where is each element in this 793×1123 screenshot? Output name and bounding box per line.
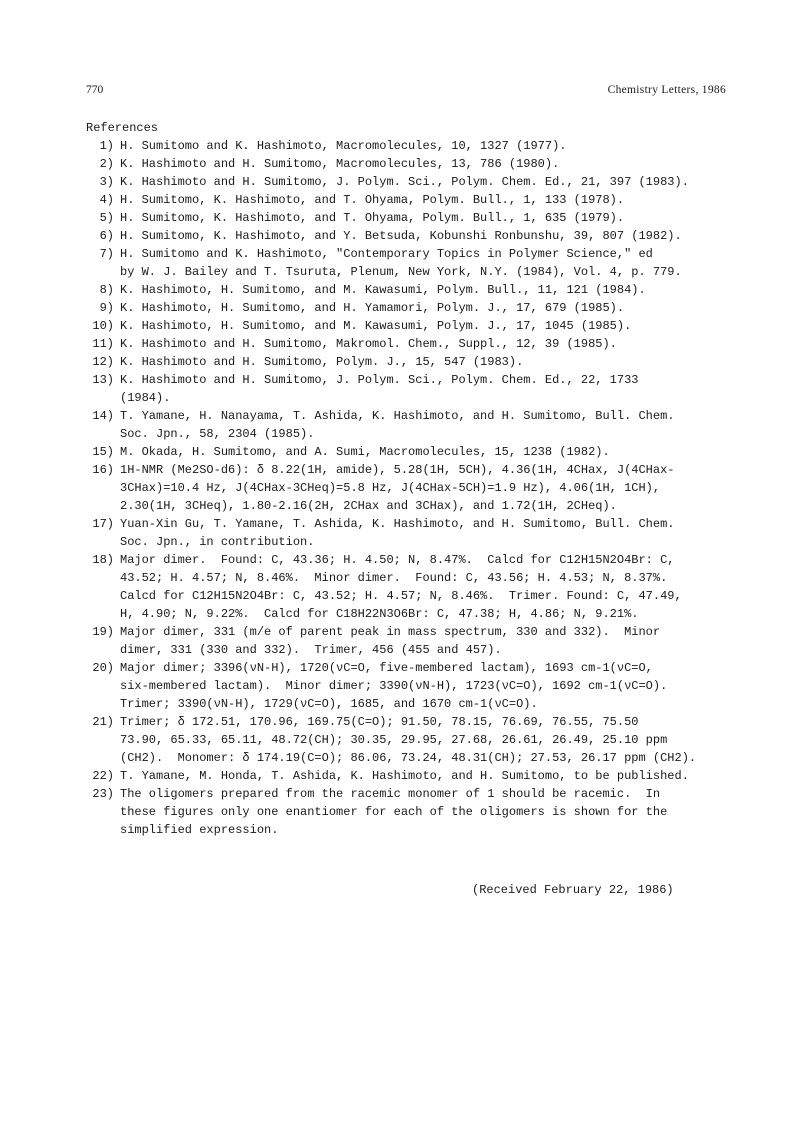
reference-number: 17) [92,517,114,531]
reference-text [120,785,736,839]
reference-line: 3CHax)=10.4 Hz, J(4CHax-3CHeq)=5.8 Hz, J(4CHax-5CH)=1.9 Hz), 4.06(1H, 1CH), [120,481,661,495]
reference-line: these figures only one enantiomer for each of the oligomers is shown for the [120,805,668,819]
reference-line: H. Sumitomo and K. Hashimoto, Macromolecules, 10, 1327 (1977). [120,139,567,153]
reference-text [120,155,736,173]
reference-text [120,713,736,767]
reference-item [86,623,736,659]
reference-line: 73.90, 65.33, 65.11, 48.72(CH); 30.35, 29.95, 27.68, 26.61, 26.49, 25.10 ppm [120,733,668,747]
reference-item [86,245,736,281]
reference-number: 5) [99,211,114,225]
reference-line: K. Hashimoto, H. Sumitomo, and H. Yamamori, Polym. J., 17, 679 (1985). [120,301,625,315]
reference-item [86,173,736,191]
reference-line: H. Sumitomo and K. Hashimoto, "Contemporary Topics in Polymer Science," ed [120,247,653,261]
reference-item [86,785,736,839]
reference-text [120,299,736,317]
reference-item [86,551,736,623]
reference-number: 19) [92,625,114,639]
reference-text [120,353,736,371]
reference-line: 2.30(1H, 3CHeq), 1.80-2.16(2H, 2CHax and 3CHax), and 1.72(1H, 2CHeq). [120,499,617,513]
reference-number: 8) [99,283,114,297]
reference-number: 13) [92,373,114,387]
journal-title: Chemistry Letters, 1986 [607,84,726,96]
reference-line: K. Hashimoto and H. Sumitomo, Macromolecules, 13, 786 (1980). [120,157,560,171]
reference-number: 9) [99,301,114,315]
reference-text [120,173,736,191]
reference-line: K. Hashimoto and H. Sumitomo, J. Polym. Sci., Polym. Chem. Ed., 22, 1733 [120,373,639,387]
reference-line: K. Hashimoto and H. Sumitomo, Polym. J., 15, 547 (1983). [120,355,524,369]
reference-item [86,317,736,335]
reference-line: H. Sumitomo, K. Hashimoto, and T. Ohyama, Polym. Bull., 1, 133 (1978). [120,193,625,207]
reference-line: by W. J. Bailey and T. Tsuruta, Plenum, New York, N.Y. (1984), Vol. 4, p. 779. [120,265,682,279]
reference-line: M. Okada, H. Sumitomo, and A. Sumi, Macromolecules, 15, 1238 (1982). [120,445,610,459]
reference-number: 23) [92,787,114,801]
reference-item [86,515,736,551]
reference-item [86,155,736,173]
reference-text [120,623,736,659]
reference-number: 1) [99,139,114,153]
reference-line: K. Hashimoto and H. Sumitomo, J. Polym. Sci., Polym. Chem. Ed., 21, 397 (1983). [120,175,689,189]
reference-item [86,713,736,767]
received-date: (Received February 22, 1986) [472,883,674,897]
reference-number: 16) [92,463,114,477]
reference-item [86,407,736,443]
reference-number: 14) [92,409,114,423]
reference-line: Yuan-Xin Gu, T. Yamane, T. Ashida, K. Hashimoto, and H. Sumitomo, Bull. Chem. [120,517,675,531]
reference-line: Soc. Jpn., 58, 2304 (1985). [120,427,315,441]
reference-line: K. Hashimoto and H. Sumitomo, Makromol. Chem., Suppl., 12, 39 (1985). [120,337,617,351]
reference-item [86,767,736,785]
reference-number: 2) [99,157,114,171]
reference-line: The oligomers prepared from the racemic monomer of 1 should be racemic. In [120,787,661,801]
reference-line: Major dimer; 3396(νN-H), 1720(νC=O, five-membered lactam), 1693 cm-1(νC=O, [120,661,653,675]
reference-number: 20) [92,661,114,675]
references-section [86,119,736,839]
reference-item [86,209,736,227]
references-heading: References [86,121,159,135]
reference-text [120,443,736,461]
reference-line: Trimer; δ 172.51, 170.96, 169.75(C=O); 91.50, 78.15, 76.69, 76.55, 75.50 [120,715,639,729]
reference-item [86,353,736,371]
reference-line: K. Hashimoto, H. Sumitomo, and M. Kawasumi, Polym. J., 17, 1045 (1985). [120,319,632,333]
reference-number: 18) [92,553,114,567]
reference-text [120,335,736,353]
reference-line: simplified expression. [120,823,279,837]
reference-line: Major dimer. Found: C, 43.36; H. 4.50; N, 8.47%. Calcd for C12H15N2O4Br: C, [120,553,675,567]
reference-line: (1984). [120,391,171,405]
reference-text [120,371,736,407]
reference-number: 3) [99,175,114,189]
reference-number: 15) [92,445,114,459]
reference-line: 43.52; H. 4.57; N, 8.46%. Minor dimer. Found: C, 43.56; H. 4.53; N, 8.37%. [120,571,668,585]
reference-line: H, 4.90; N, 9.22%. Calcd for C18H22N3O6Br: C, 47.38; H, 4.86; N, 9.21%. [120,607,639,621]
reference-text [120,281,736,299]
reference-number: 22) [92,769,114,783]
reference-number: 12) [92,355,114,369]
reference-item [86,443,736,461]
reference-text [120,227,736,245]
reference-number: 7) [99,247,114,261]
reference-number: 11) [92,337,114,351]
reference-text [120,137,736,155]
reference-text [120,767,736,785]
reference-item [86,281,736,299]
reference-item [86,335,736,353]
reference-line: Trimer; 3390(νN-H), 1729(νC=O), 1685, and 1670 cm-1(νC=O). [120,697,538,711]
reference-item [86,371,736,407]
reference-number: 10) [92,319,114,333]
reference-number: 21) [92,715,114,729]
reference-item [86,659,736,713]
reference-line: 1H-NMR (Me2SO-d6): δ 8.22(1H, amide), 5.28(1H, 5CH), 4.36(1H, 4CHax, J(4CHax- [120,463,675,477]
reference-item [86,299,736,317]
reference-line: T. Yamane, H. Nanayama, T. Ashida, K. Hashimoto, and H. Sumitomo, Bull. Chem. [120,409,675,423]
reference-line: K. Hashimoto, H. Sumitomo, and M. Kawasumi, Polym. Bull., 11, 121 (1984). [120,283,646,297]
reference-text [120,515,736,551]
reference-text [120,659,736,713]
reference-number: 4) [99,193,114,207]
reference-line: Major dimer, 331 (m/e of parent peak in mass spectrum, 330 and 332). Minor [120,625,661,639]
reference-line: dimer, 331 (330 and 332). Trimer, 456 (455 and 457). [120,643,502,657]
reference-line: T. Yamane, M. Honda, T. Ashida, K. Hashimoto, and H. Sumitomo, to be published. [120,769,689,783]
reference-list [86,137,736,839]
reference-line: (CH2). Monomer: δ 174.19(C=O); 86.06, 73.24, 48.31(CH); 27.53, 26.17 ppm (CH2). [120,751,697,765]
reference-text [120,317,736,335]
reference-text [120,407,736,443]
reference-item [86,137,736,155]
reference-text [120,551,736,623]
reference-line: H. Sumitomo, K. Hashimoto, and T. Ohyama, Polym. Bull., 1, 635 (1979). [120,211,625,225]
reference-line: Calcd for C12H15N2O4Br: C, 43.52; H. 4.57; N, 8.46%. Trimer. Found: C, 47.49, [120,589,682,603]
reference-line: six-membered lactam). Minor dimer; 3390(νN-H), 1723(νC=O), 1692 cm-1(νC=O). [120,679,668,693]
reference-text [120,209,736,227]
reference-text [120,245,736,281]
reference-item [86,191,736,209]
page-number: 770 [86,84,104,96]
reference-item [86,461,736,515]
reference-text [120,191,736,209]
reference-item [86,227,736,245]
reference-line: Soc. Jpn., in contribution. [120,535,315,549]
reference-line: H. Sumitomo, K. Hashimoto, and Y. Betsuda, Kobunshi Ronbunshu, 39, 807 (1982). [120,229,682,243]
reference-text [120,461,736,515]
reference-number: 6) [99,229,114,243]
